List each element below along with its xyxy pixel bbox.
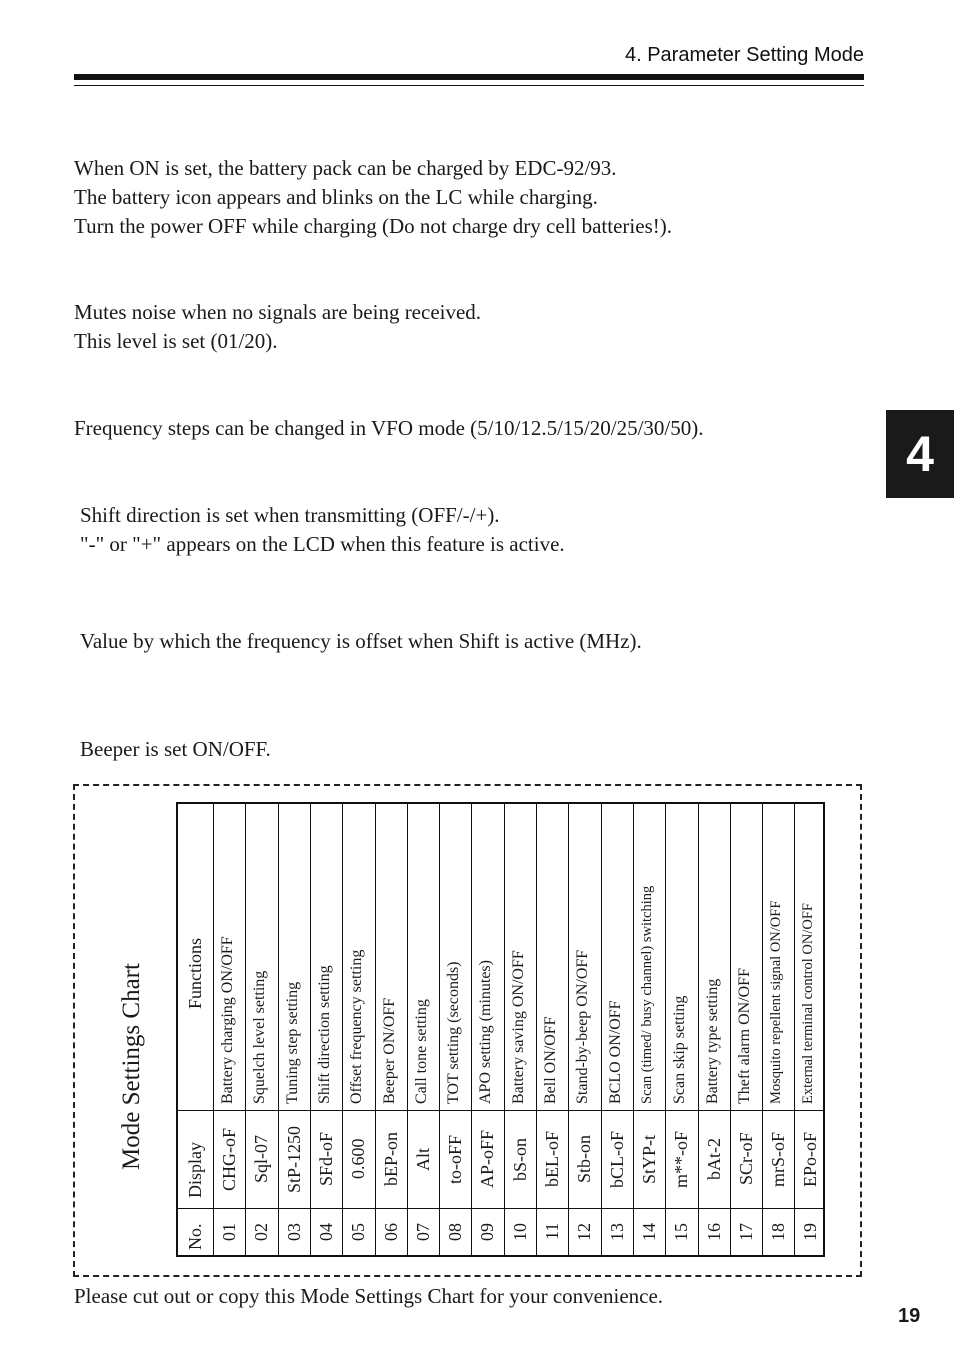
chart-title: Mode Settings Chart [118, 963, 145, 1170]
row-function: Scan skip setting [671, 995, 689, 1104]
row-number: 12 [574, 1222, 595, 1241]
table-row [278, 804, 310, 1255]
row-display: Sql-07 [251, 1134, 272, 1183]
row-display: AP-oFF [477, 1129, 498, 1189]
row-function: TOT setting (seconds) [445, 961, 463, 1104]
row-function: Call tone setting [412, 999, 430, 1104]
row-display: SCr-oF [735, 1132, 756, 1186]
table-row [504, 804, 536, 1255]
row-function: Shift direction setting [315, 965, 333, 1104]
row-number: 03 [283, 1222, 304, 1241]
page-number: 19 [898, 1305, 921, 1327]
row-function: Battery saving ON/OFF [509, 950, 527, 1104]
paragraph-line: When ON is set, the battery pack can be charged by EDC-92/93. [74, 156, 617, 180]
row-number: 14 [638, 1222, 659, 1241]
header-rule-thick [74, 74, 864, 80]
paragraph-line: Mutes noise when no signals are being received. [74, 300, 482, 324]
row-display: StP-1250 [283, 1125, 304, 1193]
row-display: StYP-t [638, 1134, 659, 1184]
paragraph [74, 414, 704, 443]
row-display: Stb-on [574, 1134, 595, 1183]
row-function: BCLO ON/OFF [606, 1000, 624, 1104]
paragraph-line: The battery icon appears and blinks on the LC while charging. [74, 185, 598, 209]
paragraph-line: "-" or "+" appears on the LCD when this feature is active. [80, 532, 565, 556]
paragraph [74, 154, 672, 241]
row-number: 11 [542, 1222, 562, 1241]
table-row [568, 804, 600, 1255]
row-number: 13 [606, 1222, 627, 1241]
row-number: 15 [671, 1222, 692, 1241]
row-number: 19 [800, 1222, 821, 1241]
row-number: 07 [412, 1222, 433, 1241]
row-function: Battery type setting [703, 978, 721, 1104]
row-display: bS-on [509, 1137, 530, 1181]
row-display: EPo-oF [800, 1131, 821, 1187]
header-no: No. [185, 1223, 205, 1250]
paragraph-line: Value by which the frequency is offset when Shift is active (MHz). [80, 629, 642, 653]
row-number: 17 [735, 1222, 756, 1241]
paragraph-line: Shift direction is set when transmitting (OFF/-/+). [80, 503, 500, 527]
row-number: 10 [509, 1222, 530, 1241]
header-rule-thin [74, 85, 864, 86]
chapter-tab: 4 [886, 410, 954, 498]
table-row [536, 804, 568, 1255]
table-row [375, 804, 407, 1255]
row-display: Alt [412, 1147, 433, 1171]
row-display: to-oFF [445, 1134, 466, 1184]
table-row [213, 804, 245, 1255]
row-number: 18 [768, 1222, 789, 1241]
table-row [310, 804, 342, 1255]
row-number: 06 [380, 1222, 401, 1241]
row-display: 0.600 [348, 1138, 369, 1180]
table-row [601, 804, 633, 1255]
row-function: Mosquito repellent signal ON/OFF [768, 900, 785, 1104]
table-row [698, 804, 730, 1255]
row-display: SFd-oF [315, 1131, 336, 1187]
row-function: Theft alarm ON/OFF [735, 968, 753, 1104]
mode-settings-table [176, 802, 825, 1257]
row-number: 09 [477, 1222, 498, 1241]
row-number: 01 [219, 1222, 239, 1241]
row-number: 08 [445, 1222, 466, 1241]
row-number: 02 [251, 1222, 272, 1241]
table-row [471, 804, 503, 1255]
paragraph [80, 501, 565, 559]
row-function: Offset frequency setting [348, 949, 366, 1104]
row-function: Scan (timed/ busy channel) switching [638, 885, 655, 1104]
row-function: Tuning step setting [283, 981, 301, 1104]
row-function: Beeper ON/OFF [380, 997, 398, 1104]
paragraph-line: Turn the power OFF while charging (Do not charge dry cell batteries!). [74, 214, 672, 238]
row-function: Battery charging ON/OFF [219, 936, 236, 1104]
paragraph [80, 735, 271, 764]
paragraph-line: Frequency steps can be changed in VFO mode (5/10/12.5/15/20/25/30/50). [74, 416, 704, 440]
row-display: mrS-oF [768, 1131, 789, 1187]
table-row [762, 804, 794, 1255]
table-row [439, 804, 471, 1255]
paragraph-line: Beeper is set ON/OFF. [80, 737, 271, 761]
paragraph [80, 627, 642, 656]
header-display: Display [185, 1142, 205, 1198]
row-display: bAt-2 [703, 1138, 724, 1180]
table-row [342, 804, 374, 1255]
row-display: bEP-on [380, 1132, 401, 1186]
row-function: APO setting (minutes) [477, 960, 495, 1104]
row-number: 16 [703, 1222, 724, 1241]
paragraph [74, 298, 481, 356]
table-row [794, 804, 826, 1255]
header-functions: Functions [185, 937, 205, 1009]
row-display: bEL-oF [542, 1131, 562, 1187]
row-function: Bell ON/OFF [542, 1016, 559, 1104]
table-row [730, 804, 762, 1255]
row-number: 04 [315, 1222, 336, 1241]
running-header: 4. Parameter Setting Mode [624, 44, 864, 66]
table-row [245, 804, 277, 1255]
row-display: CHG-oF [219, 1127, 239, 1191]
row-function: Squelch level setting [251, 970, 269, 1104]
table-row [633, 804, 665, 1255]
row-function: External terminal control ON/OFF [800, 903, 817, 1104]
paragraph-line: This level is set (01/20). [74, 329, 278, 353]
footer-note: Please cut out or copy this Mode Settings Chart for your convenience. [74, 1284, 664, 1308]
table-row [665, 804, 697, 1255]
row-display: bCL-oF [606, 1130, 627, 1188]
row-function: Stand-by-beep ON/OFF [574, 949, 592, 1104]
table-row [407, 804, 439, 1255]
row-number: 05 [348, 1222, 369, 1241]
row-display: m**-oF [671, 1130, 692, 1188]
table-header-column [178, 804, 213, 1255]
